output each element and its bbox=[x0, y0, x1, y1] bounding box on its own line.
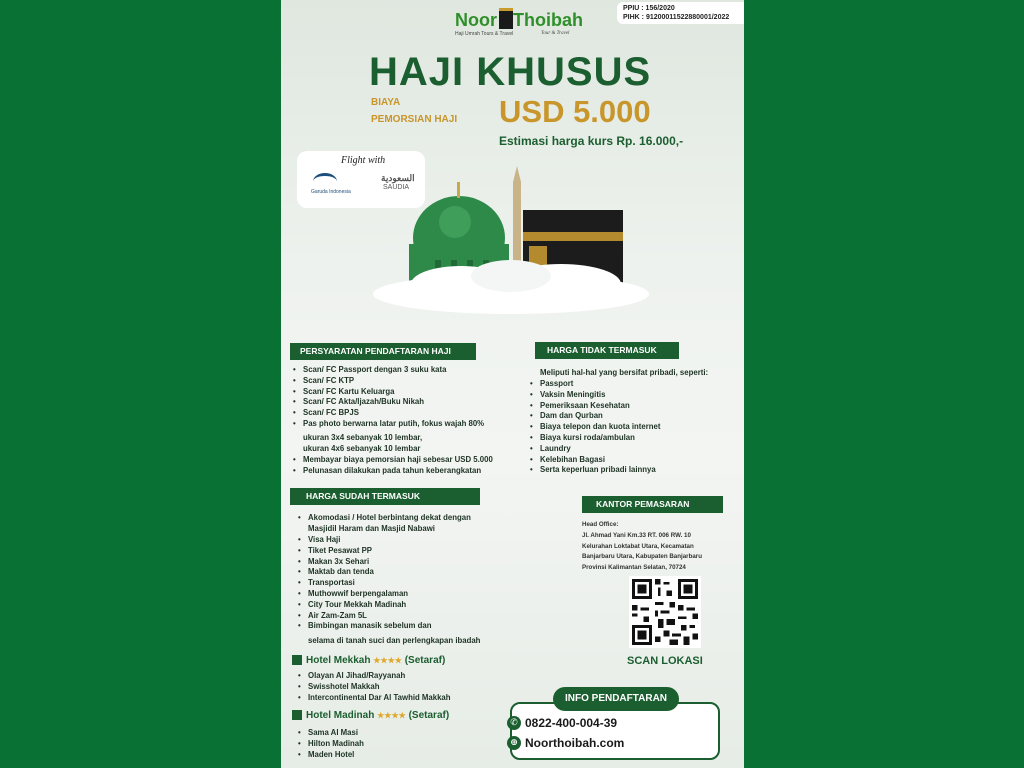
biaya-line2: PEMORSIAN HAJI bbox=[371, 114, 458, 125]
list-item: • Serta keperluan pribadi lainnya bbox=[528, 465, 660, 476]
hotel-building-icon bbox=[292, 655, 302, 665]
hotel-building-icon bbox=[292, 710, 302, 720]
ppiu-number: PPIU : 156/2020 bbox=[623, 5, 675, 12]
poster bbox=[281, 0, 744, 768]
list-item: • Scan/ FC Kartu Keluarga bbox=[291, 387, 484, 398]
mosque-kaaba-illustration bbox=[371, 160, 661, 325]
info-pendaftaran-heading: INFO PENDAFTARAN bbox=[553, 687, 679, 711]
saudia-arabic-name: السعودية bbox=[381, 173, 415, 183]
hotel-mekkah-list bbox=[296, 671, 451, 703]
license-box bbox=[617, 2, 744, 24]
hotel-madinah-list bbox=[296, 728, 364, 760]
sudah-termasuk-list bbox=[296, 513, 471, 524]
list-item: • Intercontinental Dar Al Tawhid Makkah bbox=[296, 693, 451, 704]
hotel-madinah-note: (Setaraf) bbox=[408, 710, 450, 721]
saudia-name: SAUDIA bbox=[383, 184, 410, 191]
list-item: • Makan 3x Sehari bbox=[296, 557, 431, 568]
hotel-madinah-label: Hotel Madinah bbox=[306, 710, 375, 721]
address-line: Jl. Ahmad Yani Km.33 RT. 006 RW. 10 bbox=[582, 531, 691, 539]
list-item: • Akomodasi / Hotel berbintang dekat dengan bbox=[296, 513, 471, 524]
list-item: • Passport bbox=[528, 379, 660, 390]
sudah-termasuk-heading: HARGA SUDAH TERMASUK bbox=[290, 488, 480, 505]
list-item: • Pelunasan dilakukan pada tahun keberangkatan bbox=[291, 466, 493, 477]
hotel-mekkah-stars: ★★★★ bbox=[373, 656, 402, 665]
list-item: • Swisshotel Makkah bbox=[296, 682, 451, 693]
kantor-heading: KANTOR PEMASARAN bbox=[582, 496, 723, 513]
garuda-name: Garuda Indonesia bbox=[311, 189, 351, 195]
photo-detail-1: ukuran 3x4 sebanyak 10 lembar, bbox=[303, 433, 423, 442]
exchange-estimate: Estimasi harga kurs Rp. 16.000,- bbox=[499, 134, 684, 148]
list-item: • Pas photo berwarna latar putih, fokus wajah 80% bbox=[291, 419, 484, 430]
list-item: • Bimbingan manasik sebelum dan bbox=[296, 621, 431, 632]
list-item: • Scan/ FC Akta/Ijazah/Buku Nikah bbox=[291, 397, 484, 408]
sudah-item-continuation: Masjidil Haram dan Masjid Nabawi bbox=[308, 524, 435, 533]
kaaba-logo-icon bbox=[499, 8, 513, 29]
brand-name-part2: Thoibah bbox=[513, 10, 583, 30]
list-item: • Scan/ FC BPJS bbox=[291, 408, 484, 419]
list-item: • Maktab dan tenda bbox=[296, 567, 431, 578]
persyaratan-list bbox=[291, 365, 484, 430]
globe-icon: ⊕ bbox=[507, 736, 521, 750]
list-item: • Hilton Madinah bbox=[296, 739, 364, 750]
hotel-mekkah-note: (Setaraf) bbox=[404, 655, 446, 666]
list-item: • Vaksin Meningitis bbox=[528, 390, 660, 401]
list-item: • Sama Al Masi bbox=[296, 728, 364, 739]
scan-location-label: SCAN LOKASI bbox=[627, 655, 703, 667]
address-line: Kelurahan Loktabat Utara, Kecamatan bbox=[582, 542, 694, 550]
dome-crescent-pole bbox=[457, 182, 460, 198]
list-item: • Olayan Al Jihad/Rayyanah bbox=[296, 671, 451, 682]
list-item: • Scan/ FC Passport dengan 3 suku kata bbox=[291, 365, 484, 376]
persyaratan-heading: PERSYARATAN PENDAFTARAN HAJI bbox=[290, 343, 476, 360]
hotel-mekkah-heading bbox=[292, 655, 445, 666]
brand-name-part1: Noor bbox=[455, 10, 497, 30]
brand-tagline-right: Tour & Travel bbox=[541, 31, 570, 36]
hotel-mekkah-label: Hotel Mekkah bbox=[306, 655, 371, 666]
tidak-termasuk-intro: Meliputi hal-hal yang bersifat pribadi, seperti: bbox=[540, 368, 709, 377]
minaret-top bbox=[513, 166, 521, 182]
whatsapp-icon: ✆ bbox=[507, 716, 521, 730]
list-item: • Membayar biaya pemorsian haji sebesar USD 5.000 bbox=[291, 455, 493, 466]
list-item: • Biaya kursi roda/ambulan bbox=[528, 433, 660, 444]
kaaba-kiswah-band bbox=[523, 232, 623, 241]
photo-detail-2: ukuran 4x6 sebanyak 10 lembar bbox=[303, 444, 421, 453]
pihk-number: PIHK : 91200011522880001/2022 bbox=[623, 14, 730, 21]
price: USD 5.000 bbox=[499, 94, 651, 129]
address-line: Banjarbaru Utara, Kabupaten Banjarbaru bbox=[582, 553, 702, 561]
list-item: • Air Zam-Zam 5L bbox=[296, 611, 431, 622]
tidak-termasuk-heading: HARGA TIDAK TERMASUK bbox=[535, 342, 679, 359]
tidak-termasuk-list bbox=[528, 379, 660, 476]
list-item: • Pemeriksaan Kesehatan bbox=[528, 401, 660, 412]
office-address bbox=[582, 520, 702, 574]
list-item: • Muthowwif berpengalaman bbox=[296, 589, 431, 600]
brand-logo bbox=[455, 6, 583, 42]
location-qr-code[interactable] bbox=[629, 576, 701, 648]
list-item: • City Tour Mekkah Madinah bbox=[296, 600, 431, 611]
garuda-logo-icon bbox=[313, 173, 337, 190]
list-item: • Maden Hotel bbox=[296, 750, 364, 761]
hotel-madinah-heading bbox=[292, 710, 449, 721]
flight-with-label: Flight with bbox=[341, 155, 386, 166]
website-contact[interactable] bbox=[510, 736, 625, 750]
page-title: HAJI KHUSUS bbox=[369, 50, 652, 94]
list-item: • Dam dan Qurban bbox=[528, 411, 660, 422]
biaya-label bbox=[371, 94, 457, 128]
website-url: Noorthoibah.com bbox=[525, 736, 625, 750]
hotel-madinah-stars: ★★★★ bbox=[377, 711, 406, 720]
phone-contact[interactable] bbox=[510, 716, 618, 730]
persyaratan-list-cont bbox=[291, 455, 493, 477]
sudah-item-continuation-2: selama di tanah suci dan perlengkapan ibadah bbox=[308, 636, 481, 645]
list-item: • Tiket Pesawat PP bbox=[296, 546, 431, 557]
list-item: • Laundry bbox=[528, 444, 660, 455]
address-line: Provinsi Kalimantan Selatan, 70724 bbox=[582, 564, 686, 572]
list-item: • Visa Haji bbox=[296, 535, 431, 546]
list-item: • Kelebihan Bagasi bbox=[528, 455, 660, 466]
phone-number: 0822-400-004-39 bbox=[525, 716, 618, 730]
sudah-termasuk-list-2 bbox=[296, 535, 431, 632]
address-line: Head Office: bbox=[582, 521, 619, 528]
biaya-line1: BIAYA bbox=[371, 97, 401, 108]
list-item: • Scan/ FC KTP bbox=[291, 376, 484, 387]
list-item: • Biaya telepon dan kuota internet bbox=[528, 422, 660, 433]
brand-tagline-left: Haji Umrah Tours & Travel bbox=[455, 31, 514, 37]
list-item: • Transportasi bbox=[296, 578, 431, 589]
